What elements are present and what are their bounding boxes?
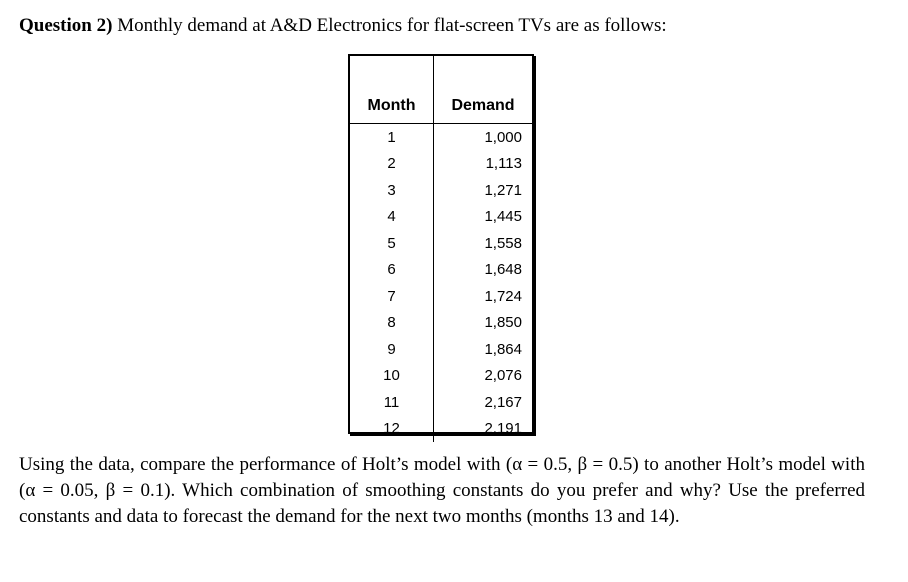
table-row (350, 416, 532, 443)
demand-cell: 1,648 (484, 261, 522, 279)
demand-table-frame (348, 54, 534, 438)
demand-cell: 2,167 (484, 393, 522, 411)
demand-cell: 1,113 (485, 155, 522, 173)
month-cell: 6 (350, 257, 434, 284)
table-row (350, 257, 532, 284)
month-cell: 3 (350, 177, 434, 204)
column-header-month: Month (350, 56, 434, 124)
question-heading (19, 14, 667, 38)
question-paragraph: Using the data, compare the performance of Holt’s model with (α = 0.5, β = 0.5) to another Holt’s model with (α = 0.05, β = 0.1). Which combination of smoothing constants do you prefer and why? Use the preferred constants and data to forecast the demand for the next two months (months 13 and 14). (19, 454, 865, 527)
month-cell: 5 (350, 230, 434, 257)
table-row (350, 336, 532, 363)
month-cell: 11 (350, 389, 434, 416)
table-row (350, 389, 532, 416)
table-row (350, 363, 532, 390)
table-row (350, 151, 532, 178)
question-label: Question 2) (19, 15, 113, 36)
month-cell: 12 (350, 416, 434, 443)
demand-cell: 1,271 (484, 181, 522, 199)
demand-cell: 1,558 (484, 234, 522, 252)
demand-cell: 2,191 (484, 420, 522, 438)
month-cell: 7 (350, 283, 434, 310)
demand-cell: 1,724 (484, 287, 522, 305)
month-cell: 10 (350, 363, 434, 390)
table-row (350, 310, 532, 337)
demand-cell: 1,850 (484, 314, 522, 332)
month-cell: 1 (350, 124, 434, 151)
month-cell: 2 (350, 151, 434, 178)
demand-table (350, 56, 532, 442)
demand-cell: 1,864 (484, 340, 522, 358)
column-header-demand: Demand (434, 56, 533, 124)
month-cell: 8 (350, 310, 434, 337)
table-header-row (350, 56, 532, 124)
demand-cell: 1,445 (484, 208, 522, 226)
table-row (350, 204, 532, 231)
table-row (350, 124, 532, 151)
demand-cell: 2,076 (484, 367, 522, 385)
month-cell: 9 (350, 336, 434, 363)
table-row (350, 177, 532, 204)
table-row (350, 230, 532, 257)
table-row (350, 283, 532, 310)
month-cell: 4 (350, 204, 434, 231)
demand-cell: 1,000 (484, 128, 522, 146)
question-text: Monthly demand at A&D Electronics for flat-screen TVs are as follows: (112, 15, 667, 36)
